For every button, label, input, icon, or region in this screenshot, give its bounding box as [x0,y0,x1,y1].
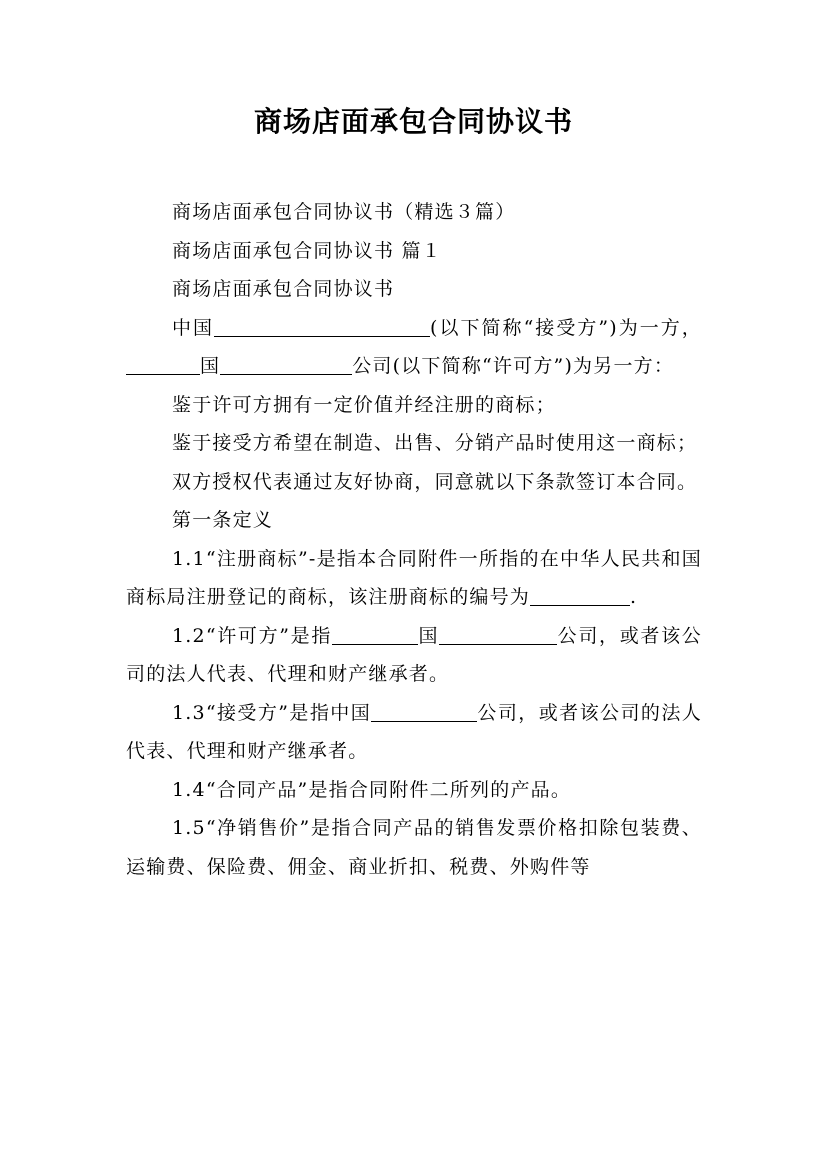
paragraph-part-heading: 商场店面承包合同协议书 篇１ [172,239,442,262]
paragraph-clause-1-5: 1.5“净销售价”是指合同产品的销售发票价格扣除包装费、运输费、保险费、佣金、商业折扣、税费、外购件等 [126,817,702,878]
text-segment: 1.3“接受方”是指中国 [172,701,372,724]
paragraph-parties [126,309,702,386]
paragraph-contract-heading: 商场店面承包合同协议书 [172,278,395,300]
document-title: 商场店面承包合同协议书 [253,105,573,138]
paragraph-clause-1-1 [126,540,702,617]
fill-in-blank [214,314,430,337]
paragraph-recital-3: 双方授权代表通过友好协商，同意就以下条款签订本合同。 [172,470,698,493]
fill-in-blank [332,622,418,645]
text-segment: . [630,586,638,608]
text-segment: 另一方： [593,355,675,377]
text-segment: 中国 [172,316,215,339]
fill-in-blank [530,583,630,606]
paragraph-subtitle: 商场店面承包合同协议书（精选３篇） [172,201,516,223]
fill-in-blank [439,622,557,645]
text-segment: 国 [200,355,221,377]
text-segment: (以下简称“接受方”)为一 [430,316,661,339]
text-segment: 方， [660,316,702,339]
paragraph-article-1-heading: 第一条定义 [172,509,274,531]
paragraph-recital-1: 鉴于许可方拥有一定价值并经注册的商标； [172,393,556,416]
fill-in-blank [126,352,200,375]
text-segment: 1.1“注册商标”-是指本合同附件一所指的在中华人民共和国商标局注册登记的商标，该注册商标的编号为 [126,547,702,608]
text-segment: 国 [418,624,440,647]
fill-in-blank [371,699,477,722]
document-body [126,193,702,886]
paragraph-recital-2: 鉴于接受方希望在制造、出售、分销产品时使用这一商标； [172,432,698,454]
fill-in-blank [220,352,352,375]
text-segment: 公司，或者该公司的法人代表、代理和财产继承者。 [126,701,703,762]
paragraph-clause-1-3 [126,694,702,771]
text-segment: 公司(以下简称“许可方”)为 [352,355,594,377]
paragraph-clause-1-2 [126,617,702,694]
paragraph-clause-1-4: 1.4“合同产品”是指合同附件二所列的产品。 [172,778,572,801]
text-segment: 公司，或者该公司的法人代表、代理和财产继承者。 [126,624,702,685]
text-segment: 1.2“许可方”是指 [172,624,333,647]
